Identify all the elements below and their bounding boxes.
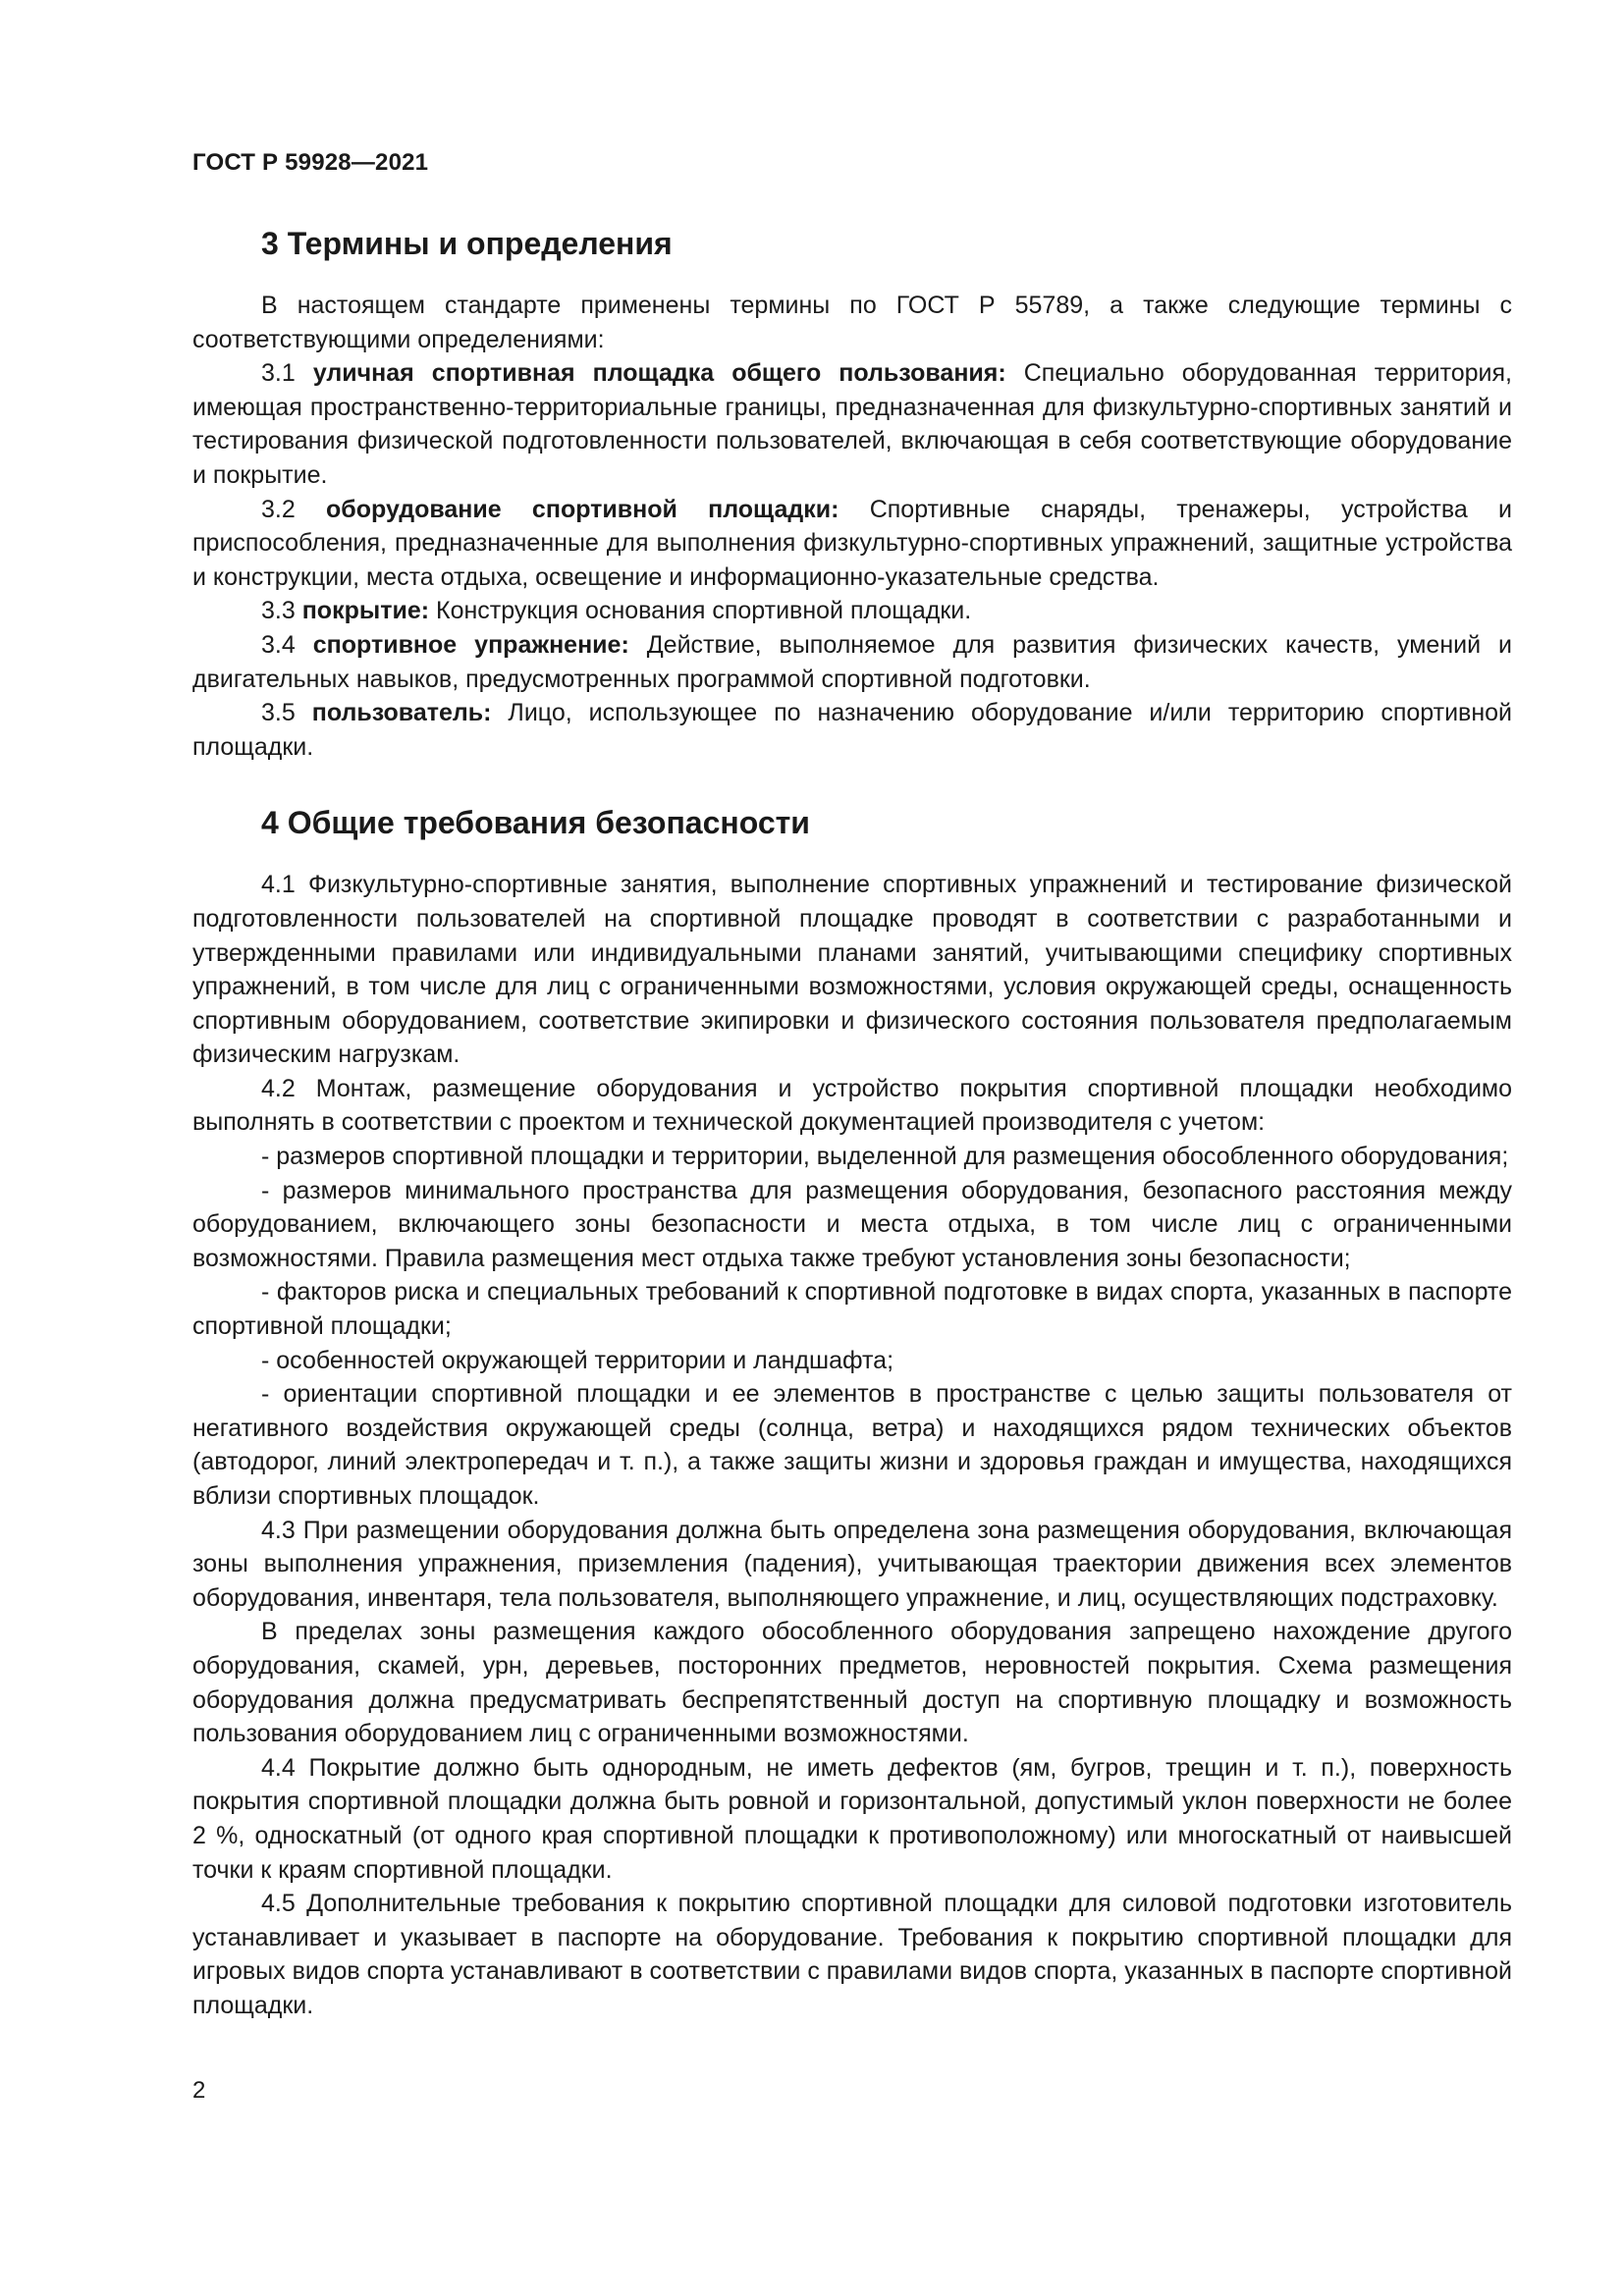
term-name: спортивное упражнение: — [312, 630, 629, 659]
section-3-intro: В настоящем стандарте применены термины по ГОСТ Р 55789, а также следующие термины с соответствующими определениями: — [192, 292, 1512, 353]
paragraph-4-2: 4.2 Монтаж, размещение оборудования и устройство покрытия спортивной площадки необходимо выполнять в соответствии с проектом и технической документацией производителя с учетом: — [192, 1074, 1512, 1137]
term-number: 3.5 — [261, 699, 312, 727]
term-definition: Специально оборудованная территория, имеющая пространственно-территориальные границы, предназначенная для физкультурно-спортивных занятий и тестирования физической подготовленности пользователей, включающая в себя соответствующие оборудование и покрытие. — [192, 359, 1512, 489]
term-number: 3.2 — [261, 495, 327, 523]
term-name: пользователь: — [311, 699, 492, 727]
term-3-4 — [192, 628, 1512, 696]
list-item: - размеров минимального пространства для размещения оборудования, безопасного расстояния между оборудованием, включающего зоны безопасности и места отдыха, в том числе лиц с ограниченными возможностями. Правила размещения мест отдыха также требуют установления зоны безопасности; — [192, 1176, 1512, 1272]
section-3-title: 3 Термины и определения — [261, 226, 673, 261]
list-item: - ориентации спортивной площадки и ее элементов в пространстве с целью защиты пользователя от негативного воздействия окружающей среды (солнца, ветра) и находящихся рядом технических объектов (автодорог, линий электропередач и т. п.), а также защиты жизни и здоровья граждан и имущества, находящихся вблизи спортивных площадок. — [192, 1380, 1512, 1510]
paragraph-4-4: 4.4 Покрытие должно быть однородным, не иметь дефектов (ям, бугров, трещин и т. п.), поверхность покрытия спортивной площадки должна быть ровной и горизонтальной, допустимый уклон поверхности не более 2 %, односкатный (от одного края спортивной площадки к противоположному) или многоскатный от наивысшей точки к краям спортивной площадки. — [192, 1753, 1512, 1884]
term-definition: Спортивные снаряды, тренажеры, устройства и приспособления, предназначенные для выполнения физкультурно-спортивных упражнений, защитные устройства и конструкции, места отдыха, освещение и информационно-указательные средства. — [192, 495, 1512, 591]
term-3-1 — [192, 356, 1512, 492]
list-item: - особенностей окружающей территории и ландшафта; — [261, 1346, 894, 1374]
list-item: - размеров спортивной площадки и территории, выделенной для размещения обособленного оборудования; — [261, 1143, 1509, 1171]
term-number: 3.1 — [261, 359, 313, 388]
term-definition: Действие, выполняемое для развития физических качеств, умений и двигательных навыков, предусмотренных программой спортивной подготовки. — [192, 630, 1512, 693]
term-3-5 — [192, 696, 1512, 764]
term-definition: Конструкция основания спортивной площадки. — [429, 597, 972, 625]
term-3-2 — [192, 493, 1512, 595]
paragraph-4-5: 4.5 Дополнительные требования к покрытию спортивной площадки для силовой подготовки изготовитель устанавливает и указывает в паспорте на оборудование. Требования к покрытию спортивной площадки для игровых видов спорта устанавливают в соответствии с правилами видов спорта, указанных в паспорте спортивной площадки. — [192, 1890, 1512, 2019]
term-name: уличная спортивная площадка общего пользования: — [312, 359, 1006, 388]
term-3-3 — [192, 594, 1512, 628]
term-name: оборудование спортивной площадки: — [326, 495, 839, 523]
term-definition: Лицо, использующее по назначению оборудование и/или территорию спортивной площадки. — [192, 699, 1512, 761]
term-number: 3.3 — [261, 597, 302, 625]
paragraph-4-3: 4.3 При размещении оборудования должна быть определена зона размещения оборудования, включающая зоны выполнения упражнения, приземления (падения), учитывающая траектории движения всех элементов оборудования, инвентаря, тела пользователя, выполняющего упражнение, и лиц, осуществляющих подстраховку. — [192, 1516, 1512, 1612]
term-number: 3.4 — [261, 630, 313, 659]
term-name: покрытие: — [301, 597, 430, 625]
section-4-title: 4 Общие требования безопасности — [261, 805, 810, 841]
list-item: - факторов риска и специальных требований к спортивной подготовке в видах спорта, указанных в паспорте спортивной площадки; — [192, 1278, 1512, 1341]
paragraph-4-1: 4.1 Физкультурно-спортивные занятия, выполнение спортивных упражнений и тестирование физической подготовленности пользователей на спортивной площадке проводят в соответствии с разработанными и утвержденными правилами или индивидуальными планами занятий, учитывающими специфику спортивных упражнений, в том числе для лиц с ограниченными возможностями, условия окружающей среды, оснащенность спортивным оборудованием, соответствие экипировки и физического состояния пользователя предполагаемым физическим нагрузкам. — [192, 871, 1512, 1069]
paragraph-4-3-continued: В пределах зоны размещения каждого обособленного оборудования запрещено нахождение другого оборудования, скамей, урн, деревьев, посторонних предметов, неровностей покрытия. Схема размещения оборудования должна предусматривать беспрепятственный доступ на спортивную площадку и возможность пользования оборудованием лиц с ограниченными возможностями. — [192, 1618, 1512, 1748]
document-header-id: ГОСТ Р 59928—2021 — [192, 149, 429, 176]
page-content — [192, 224, 1512, 2023]
page-number: 2 — [192, 2077, 206, 2104]
